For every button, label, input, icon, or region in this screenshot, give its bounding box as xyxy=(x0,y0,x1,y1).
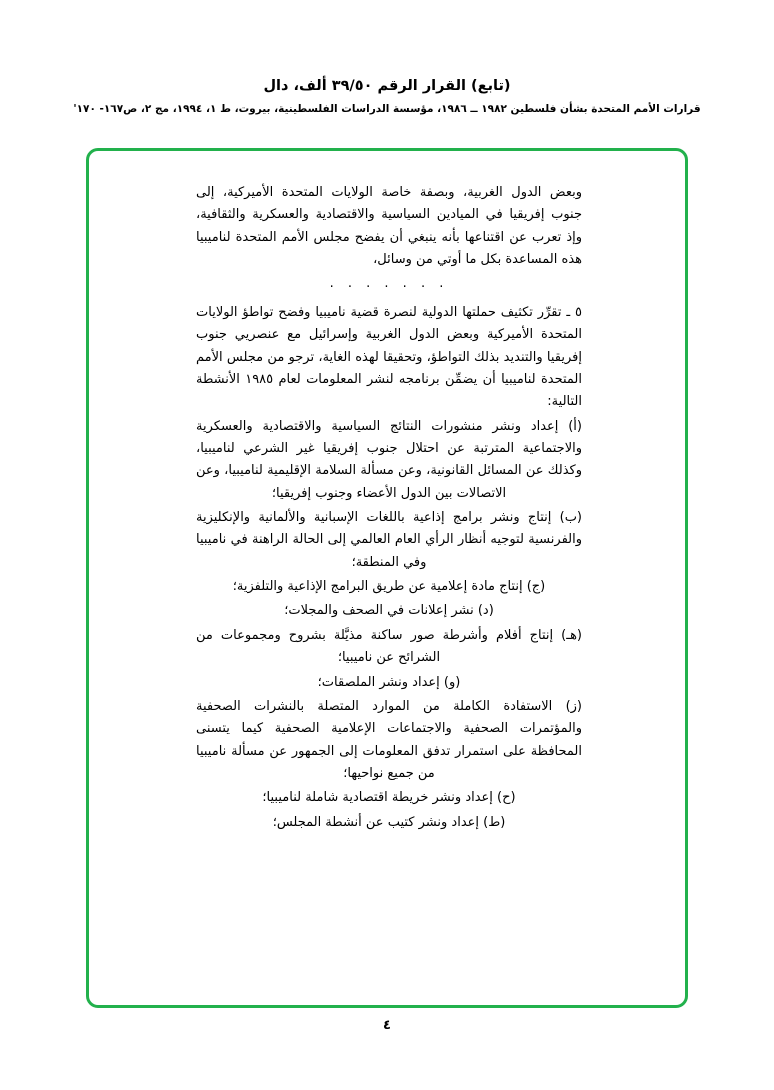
list-item-c: (ج) إنتاج مادة إعلامية عن طريق البرامج الإذاعية والتلفزية؛ xyxy=(232,579,546,595)
list-item-b: (ب) إنتاج ونشر برامج إذاعية باللغات الإسبانية والألمانية والإنكليزية والفرنسية لتوجيه أنظار الرأي العام العالمي إلى الحالة الراهنة في ناميبيا وفي المنطقة؛ xyxy=(196,510,582,570)
paragraph-clause-5: ٥ ـ تقرِّر تكثيف حملتها الدولية لنصرة قضية ناميبيا وفضح تواطؤ الولايات المتحدة الأميركية وبعض الدول الغربية وإسرائيل مع عنصريي جنوب إفريقيا والتنديد بذلك التواطؤ، وتحقيقا لهذه الغاية، ترجو من مجلس الأمم المتحدة لناميبيا أن يضمِّن برنامجه لنشر المعلومات لعام ١٩٨٥ الأنشطة التالية: xyxy=(196,304,582,410)
list-item-h: (ح) إعداد ونشر خريطة اقتصادية شاملة لناميبيا؛ xyxy=(262,790,516,806)
list-item-f: (و) إعداد ونشر الملصقات؛ xyxy=(317,674,461,690)
page-number: ٤ xyxy=(383,1018,391,1033)
list-item-a: (أ) إعداد ونشر منشورات النتائج السياسية والاقتصادية والعسكرية والاجتماعية المترتبة عن احتلال جنوب إفريقيا غير الشرعي لناميبيا، وكذلك عن المسائل القانونية، وعن مسألة السلامة الإقليمية لناميبيا، وعن الاتصالات بين الدول الأعضاء وجنوب إفريقيا؛ xyxy=(196,418,582,501)
ellipsis-separator: . . . . . . . xyxy=(329,276,449,292)
list-item-i: (ط) إعداد ونشر كتيب عن أنشطة المجلس؛ xyxy=(272,814,506,830)
document-body xyxy=(196,182,582,836)
document-title: (تابع) القرار الرقم ٣٩/٥٠ ألف، دال xyxy=(263,78,511,94)
list-item-e: (هـ) إنتاج أفلام وأشرطة صور ساكنة مذيَّلة بشروح ومجموعات من الشرائح عن ناميبيا؛ xyxy=(196,627,582,666)
document-source-citation: قرارات الأمم المتحدة بشأن فلسطين ١٩٨٢ ــ ١٩٨٦، مؤسسة الدراسات الفلسطينية، بيروت، ط ١، ١٩٩٤، مج ٢، ص١٦٧- ١٧٠' xyxy=(73,103,701,115)
paragraph-continuation: وبعض الدول الغربية، وبصفة خاصة الولايات المتحدة الأميركية، إلى جنوب إفريقيا في الميادين السياسية والاقتصادية والعسكرية والثقافية، وإذ تعرب عن اقتناعها بأنه ينبغي أن يفضح مجلس الأمم المتحدة لناميبيا هذه المساعدة بكل ما أوتي من وسائل، xyxy=(196,185,582,268)
list-item-d: (د) نشر إعلانات في الصحف والمجلات؛ xyxy=(284,603,494,619)
list-item-g: (ز) الاستفادة الكاملة من الموارد المتصلة بالنشرات الصحفية والمؤتمرات الصحفية والاجتماعات الإعلامية الصحفية كيما يتسنى المحافظة على استمرار تدفق المعلومات إلى الجمهور عن مسألة ناميبيا من جميع نواحيها؛ xyxy=(196,698,582,781)
